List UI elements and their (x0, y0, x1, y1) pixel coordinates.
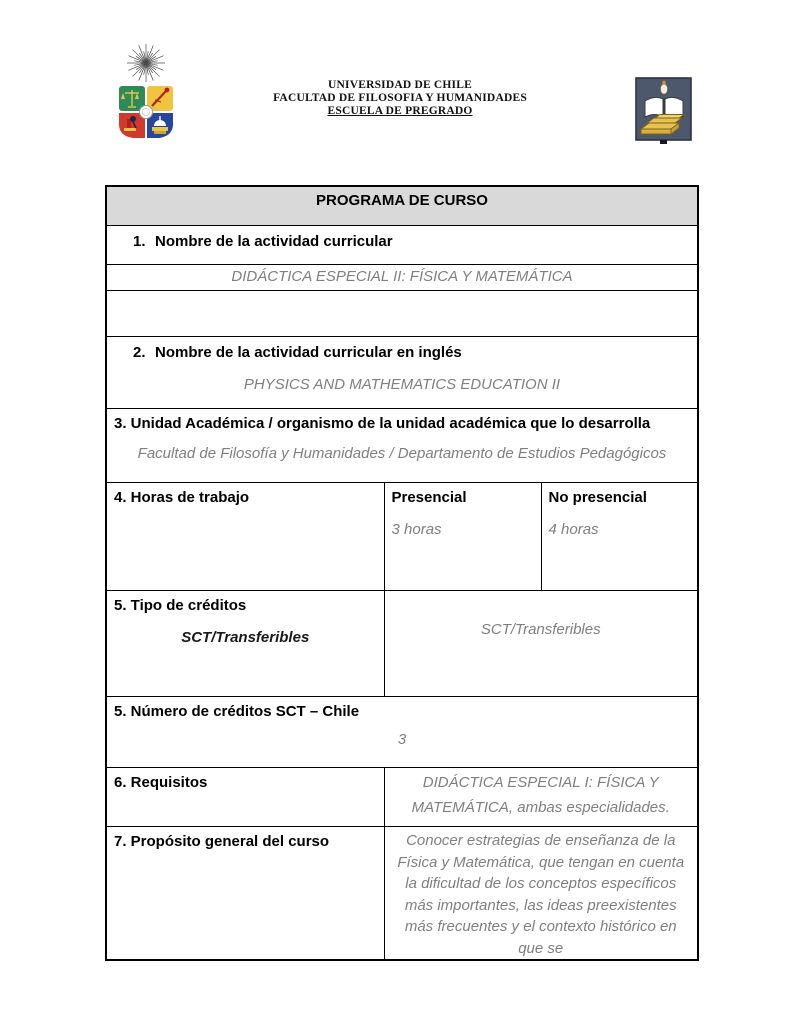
open-book-candle-icon (635, 77, 693, 147)
row3 (106, 409, 698, 483)
row6-requisitos (106, 768, 698, 827)
row6-heading: 6. Requisitos (114, 774, 208, 791)
proposito-value: Conocer estrategias de enseñanza de la Física y Matemática, que tengan en cuenta la dificultad de los conceptos específicos más importantes, las ideas preexistentes más frecuentes y el contexto histórico en que se (397, 832, 685, 957)
row4-hours (106, 483, 698, 591)
row7-proposito (106, 827, 698, 961)
row1-value-row (106, 265, 698, 291)
no-presencial-label: No presencial (548, 489, 647, 506)
course-program-table (105, 185, 699, 961)
requisitos-value: DIDÁCTICA ESPECIAL I: FÍSICA Y MATEMÁTICA, ambas especialidades. (411, 774, 670, 816)
row5a-credit-type (106, 591, 698, 697)
course-name-en: PHYSICS AND MATHEMATICS EDUCATION II (243, 376, 561, 393)
row2 (106, 337, 698, 409)
row5b-credit-number (106, 697, 698, 768)
course-name-es: DIDÁCTICA ESPECIAL II: FÍSICA Y MATEMÁTICA (231, 268, 573, 285)
row7-heading: 7. Propósito general del curso (114, 833, 330, 850)
row2-number: 2. (133, 344, 146, 361)
no-presencial-value: 4 horas (548, 521, 599, 538)
row5a-heading: 5. Tipo de créditos (114, 597, 247, 614)
row1-heading-text: Nombre de la actividad curricular (155, 233, 393, 250)
credit-type-label: SCT/Transferibles (181, 629, 310, 646)
credit-number-value: 3 (397, 731, 407, 748)
row4-heading: 4. Horas de trabajo (114, 489, 250, 506)
presencial-label: Presencial (391, 489, 467, 506)
presencial-value: 3 horas (391, 521, 442, 538)
row2-heading (107, 337, 697, 362)
row2-heading-text: Nombre de la actividad curricular en inglés (155, 344, 462, 361)
row1-number: 1. (133, 233, 146, 250)
table-title-row (106, 186, 698, 226)
row5b-heading: 5. Número de créditos SCT – Chile (114, 703, 360, 720)
table-title: PROGRAMA DE CURSO (106, 186, 698, 226)
empty-row (106, 291, 698, 337)
academic-unit-value: Facultad de Filosofía y Humanidades / Departamento de Estudios Pedagógicos (137, 445, 667, 462)
pregrado-emblem-logo (635, 77, 693, 152)
row1-heading-row (106, 226, 698, 265)
org-line-university: UNIVERSIDAD DE CHILE (328, 79, 472, 91)
row1-heading (107, 226, 697, 251)
org-line-faculty: FACULTAD DE FILOSOFIA Y HUMANIDADES (273, 92, 527, 104)
row3-heading: 3. Unidad Académica / organismo de la unidad académica que lo desarrolla (114, 415, 651, 432)
org-line-school: ESCUELA DE PREGRADO (327, 105, 473, 117)
credit-type-value: SCT/Transferibles (480, 621, 601, 638)
